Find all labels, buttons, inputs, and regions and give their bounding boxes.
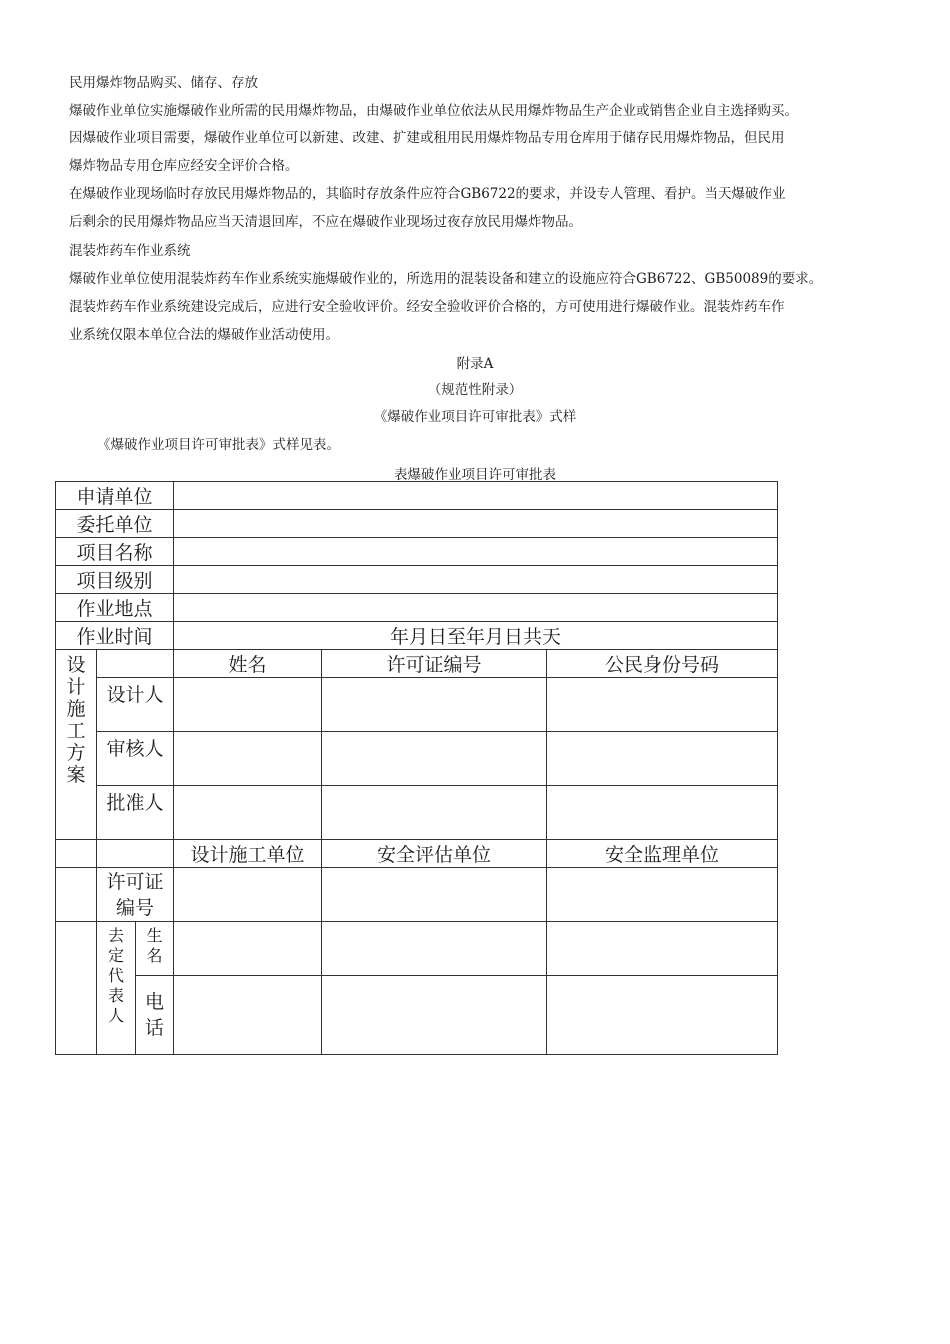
table-row: [56, 732, 778, 786]
supervision-unit-license-cell: [547, 868, 778, 922]
reviewer-license-cell: [322, 732, 547, 786]
approver-id-cell: [547, 786, 778, 840]
work-location-value: [174, 594, 778, 622]
designer-id-cell: [547, 678, 778, 732]
paragraph-acceptance-line1: 混装炸药车作业系统建设完成后，应进行安全验收评价。经安全验收评价合格的，方可使用进行爆破作业。混装炸药车作: [69, 299, 785, 315]
table-row: [56, 650, 778, 678]
table-row: [56, 566, 778, 594]
design-unit-license-cell: [174, 868, 322, 922]
work-time-label: 作业时间: [56, 622, 174, 650]
design-plan-group-cell: [56, 650, 97, 840]
applicant-label: 申请单位: [56, 482, 174, 510]
project-name-value: [174, 538, 778, 566]
blank-cell: [97, 840, 174, 868]
table-row: [56, 538, 778, 566]
table-row: [56, 868, 778, 922]
design-plan-group-label: 设计施工方案: [66, 654, 86, 786]
blank-cell: [56, 840, 97, 868]
rep-name-label-cell: [136, 922, 174, 976]
eval-unit-license-cell: [322, 868, 547, 922]
designer-label: 设计人: [97, 678, 174, 732]
table-row: [56, 510, 778, 538]
blank-cell: [56, 868, 97, 922]
column-header-name: 姓名: [174, 650, 322, 678]
license-no-label-cell: [97, 868, 174, 922]
approver-label: 批准人: [97, 786, 174, 840]
blank-header-cell: [97, 650, 174, 678]
paragraph-purchase: 爆破作业单位实施爆破作业所需的民用爆炸物品，由爆破作业单位依法从民用爆炸物品生产企业或销售企业自主选择购买。: [69, 103, 798, 119]
appendix-subtitle: （规范性附录）: [427, 382, 523, 398]
column-header-license: 许可证编号: [322, 650, 547, 678]
legal-rep-cell: [97, 922, 136, 1055]
design-unit-phone-cell: [174, 976, 322, 1055]
paragraph-temporary-line1: 在爆破作业现场临时存放民用爆炸物品的，其临时存放条件应符合GB6722的要求，并设专人管理、看护。当天爆破作业: [69, 186, 786, 202]
approval-form-table: [55, 481, 778, 1055]
section-heading-mixing-truck: 混装炸药车作业系统: [69, 243, 191, 259]
column-header-id: 公民身份号码: [547, 650, 778, 678]
table-row: [56, 840, 778, 868]
table-row: [56, 622, 778, 650]
table-row: [56, 594, 778, 622]
table-row: [56, 976, 778, 1055]
work-location-label: 作业地点: [56, 594, 174, 622]
designer-license-cell: [322, 678, 547, 732]
approver-name-cell: [174, 786, 322, 840]
table-row: [56, 922, 778, 976]
table-row: [56, 786, 778, 840]
table-row: [56, 678, 778, 732]
rep-phone-label-cell: [136, 976, 174, 1055]
paragraph-acceptance-line2: 业系统仅限本单位合法的爆破作业活动使用。: [69, 327, 339, 343]
paragraph-warehouse-line1: 因爆破作业项目需要，爆破作业单位可以新建、改建、扩建或租用民用爆炸物品专用仓库用于储存民用爆炸物品，但民用: [69, 130, 785, 146]
project-level-value: [174, 566, 778, 594]
project-level-label: 项目级别: [56, 566, 174, 594]
column-header-eval-unit: 安全评估单位: [322, 840, 547, 868]
eval-unit-rep-name-cell: [322, 922, 547, 976]
column-header-supervision-unit: 安全监理单位: [547, 840, 778, 868]
appendix-form-name: 《爆破作业项目许可审批表》式样: [373, 409, 577, 425]
eval-unit-phone-cell: [322, 976, 547, 1055]
approver-license-cell: [322, 786, 547, 840]
blank-cell: [56, 922, 97, 1055]
entrusted-value: [174, 510, 778, 538]
reviewer-label: 审核人: [97, 732, 174, 786]
rep-phone-label: 电话: [144, 991, 164, 1039]
reviewer-name-cell: [174, 732, 322, 786]
appendix-note: 《爆破作业项目许可审批表》式样见表。: [97, 437, 340, 453]
designer-name-cell: [174, 678, 322, 732]
section-heading-storage: 民用爆炸物品购买、储存、存放: [69, 75, 258, 91]
appendix-title: 附录A: [456, 356, 494, 372]
rep-name-label: 生名: [146, 926, 163, 965]
license-no-label: 许可证编号: [106, 870, 164, 919]
project-name-label: 项目名称: [56, 538, 174, 566]
legal-rep-label: 去定代表人: [107, 926, 124, 1025]
table-row: [56, 482, 778, 510]
paragraph-mixing-truck: 爆破作业单位使用混装炸药车作业系统实施爆破作业的，所选用的混装设备和建立的设施应符合GB6722、GB50089的要求。: [69, 271, 823, 287]
reviewer-id-cell: [547, 732, 778, 786]
supervision-unit-rep-name-cell: [547, 922, 778, 976]
supervision-unit-phone-cell: [547, 976, 778, 1055]
entrusted-label: 委托单位: [56, 510, 174, 538]
applicant-value: [174, 482, 778, 510]
paragraph-temporary-line2: 后剩余的民用爆炸物品应当天清退回库，不应在爆破作业现场过夜存放民用爆炸物品。: [69, 214, 582, 230]
paragraph-warehouse-line2: 爆炸物品专用仓库应经安全评价合格。: [69, 158, 299, 174]
table-caption: 表爆破作业项目许可审批表: [394, 467, 556, 483]
column-header-design-unit: 设计施工单位: [174, 840, 322, 868]
design-unit-rep-name-cell: [174, 922, 322, 976]
work-time-value: 年月日至年月日共天: [174, 622, 778, 650]
